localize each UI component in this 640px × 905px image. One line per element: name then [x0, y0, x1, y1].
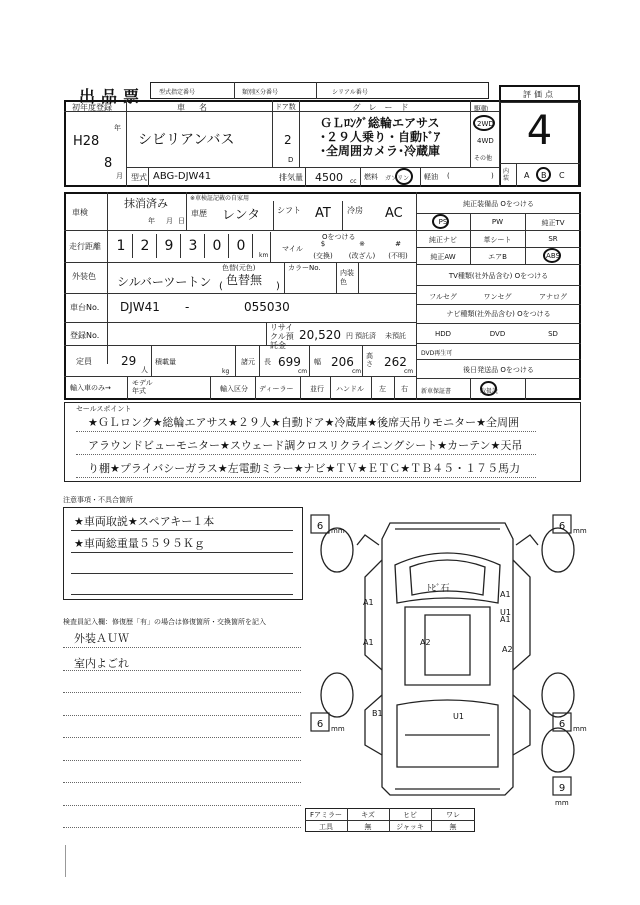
- import-dealer: ディーラー: [259, 385, 294, 393]
- inspector-ruled-line: [63, 670, 301, 671]
- usage-value: レンタ: [222, 208, 261, 223]
- fuel-paren-open: (: [447, 172, 450, 180]
- month-unit: 月: [116, 172, 123, 180]
- mileage-digit: 0: [206, 234, 229, 258]
- header-field-class-no: 類別区分番号: [242, 89, 279, 96]
- tire-unit-fr: mm: [573, 527, 587, 535]
- fuel-diesel: 軽油: [424, 173, 438, 181]
- notes-label: 注意事項・不具合箇所: [63, 496, 133, 504]
- header-field-type-no: 型式指定番号: [159, 89, 196, 96]
- mileage-unit: km: [259, 252, 269, 259]
- navi-hdd: HDD: [434, 330, 452, 338]
- grade-point-value: 4: [526, 108, 553, 154]
- inspector-ruled-line: [63, 737, 301, 738]
- tire-unit-fl: mm: [331, 527, 345, 535]
- drive-opt-other: その他: [474, 155, 493, 162]
- first-reg-label: 初年度登録: [72, 103, 112, 112]
- mileage-digit: 9: [158, 234, 181, 258]
- mileage-opt-tamper: ※: [359, 240, 365, 248]
- doors-value: 2: [284, 133, 292, 147]
- ac-value: AC: [385, 206, 403, 221]
- inspector-ruled-line: [63, 647, 301, 648]
- drive-opt-4wd: 4WD: [477, 137, 494, 145]
- tire-depth-rr: 6: [558, 719, 566, 730]
- interior-opt-b: B: [541, 171, 547, 180]
- legend-h2: キズ: [361, 811, 375, 819]
- tire-depth-rl: 6: [316, 719, 324, 730]
- equipment-title: 純正装備品 Oをつける: [463, 200, 534, 208]
- navi-title: ナビ種類(社外品含む) Oをつける: [446, 310, 551, 318]
- import-type-label: 輸入区分: [220, 385, 248, 393]
- equip-tv: 純正TV: [541, 219, 565, 227]
- fuel-paren-close: ): [491, 172, 494, 180]
- reg-label: 登録No.: [70, 331, 100, 340]
- recycle-unit: 円: [346, 332, 353, 340]
- header-field-serial-no: シリアル番号: [332, 89, 368, 96]
- tire-unit-rr: mm: [573, 725, 587, 733]
- mark-a2-center: A2: [420, 638, 431, 647]
- inspector-ruled-line: [63, 692, 301, 693]
- doors-label: ドア数: [275, 103, 296, 111]
- tv-analog: アナログ: [539, 293, 567, 301]
- chassis-dash: -: [185, 300, 190, 314]
- load-label: 積載量: [155, 358, 176, 366]
- equip-pw: PW: [491, 218, 504, 226]
- fuel-gas-circle: [395, 168, 413, 185]
- later-warranty: 新車保証書: [421, 388, 452, 395]
- equip-abs: ABS: [546, 252, 560, 260]
- header-fields: [150, 82, 489, 99]
- navi-sd: SD: [548, 330, 558, 338]
- vehicle-diagram: [305, 505, 590, 805]
- color-label: 外装色: [72, 272, 96, 281]
- interior-b-circle: [536, 167, 551, 182]
- insp-year: 年: [148, 217, 155, 225]
- interior-color-label: 内装色: [340, 269, 354, 286]
- length-label: 長: [264, 358, 271, 366]
- first-reg-era: H28: [73, 134, 100, 149]
- chassis-number: 055030: [244, 300, 290, 314]
- model-label: 型式: [131, 173, 147, 182]
- sales-line-2: アラウンドビューモニター★スウェード調クロスリクライニングシート★カーテン★天吊: [88, 439, 523, 452]
- recycle-label: リサイクル預託金: [270, 323, 294, 350]
- legend-v2: 無: [364, 823, 372, 831]
- equip-airbag: エアB: [488, 253, 507, 261]
- fuel-label: 燃料: [364, 173, 378, 181]
- legend-v4: 無: [449, 823, 457, 831]
- mark-u1-rear: U1: [453, 712, 464, 721]
- mark-a1-right-mid: A1: [500, 615, 511, 624]
- repaint-value: 色替無: [226, 273, 263, 287]
- door-suffix: D: [288, 156, 294, 164]
- equip-ps-circle: [432, 214, 449, 229]
- grade-line-1: ＧＬﾛﾝｸﾞ総輪エアサス: [320, 116, 440, 130]
- tire-unit-rl: mm: [331, 725, 345, 733]
- page-title: 出品票: [79, 87, 146, 106]
- legend-h4: ワレ: [446, 811, 460, 819]
- height-label: 高さ: [366, 352, 373, 368]
- import-parallel: 並行: [310, 385, 324, 393]
- mileage-circle-note: Oをつける: [322, 233, 356, 241]
- mark-glass: ﾄﾋﾞ石: [427, 584, 450, 594]
- grade-label: グレード: [352, 103, 417, 112]
- import-label: 輸入車のみ→: [70, 384, 111, 392]
- grade-line-2: ･２９人乗り・自動ﾄﾞｱ: [320, 130, 441, 144]
- drive-opt-2wd: 2WD: [477, 120, 494, 128]
- mark-a1-right-front: A1: [500, 590, 511, 599]
- insp-day: 日: [178, 217, 185, 225]
- color-no-label: カラーNo.: [288, 264, 321, 272]
- interior-opt-a: A: [524, 171, 530, 180]
- width-unit: cm: [352, 368, 362, 375]
- load-unit: kg: [222, 368, 230, 375]
- year-unit: 年: [114, 124, 121, 132]
- inspector-ruled-line: [63, 827, 301, 828]
- drive-label: 駆動: [474, 105, 488, 113]
- inspector-label: 検査員記入欄：修復歴「有」の場合は修復箇所・交換箇所を記入: [63, 618, 266, 626]
- height-unit: cm: [404, 368, 414, 375]
- length-value: 699: [278, 355, 301, 369]
- handle-right: 右: [401, 385, 408, 393]
- sales-line-1: ★ＧＬロング★総輪エアサス★２９人★自動ドア★冷蔵庫★後席天吊りモニター★全周囲: [88, 416, 520, 429]
- legend-h1: Fアミラー: [309, 811, 343, 819]
- chassis-value: DJW41: [120, 300, 160, 314]
- shift-value: AT: [315, 206, 331, 221]
- handle-left: 左: [379, 385, 386, 393]
- tire-depth-fr: 6: [558, 521, 566, 532]
- model-value: ABG-DJW41: [153, 171, 212, 182]
- legend-h3: ヒビ: [403, 811, 417, 819]
- chassis-label: 車台No.: [70, 303, 100, 312]
- mark-a1-left-mid: A1: [363, 638, 374, 647]
- mileage-digit: 2: [134, 234, 157, 258]
- equip-sr: SR: [548, 235, 558, 243]
- tv-fullseg: フルセグ: [429, 293, 457, 301]
- mileage-label: 走行距離: [69, 242, 101, 251]
- mileage-digit: 1: [110, 234, 133, 258]
- repaint-paren-close: ): [276, 281, 280, 292]
- color-value: シルバーツートン: [117, 275, 212, 289]
- mile-label: マイル: [282, 245, 303, 253]
- tv-oneseg: ワンセグ: [483, 293, 512, 301]
- usage-label: 車歴: [191, 209, 207, 218]
- notes-line-2: ★車両総重量５５９５Ｋｇ: [74, 537, 205, 550]
- repaint-label: 色替(元色): [222, 264, 256, 272]
- mileage-opt-unknown: #: [395, 240, 401, 248]
- equip-aw: 純正AW: [430, 253, 456, 261]
- width-label: 幅: [314, 358, 321, 366]
- first-reg-month: 8: [104, 156, 113, 171]
- equip-navi: 純正ナビ: [429, 236, 457, 244]
- mileage-note-tamper: (改ざん): [348, 252, 376, 260]
- sales-label: セールスポイント: [76, 405, 132, 413]
- equip-leather: 革シート: [483, 236, 512, 244]
- dims-label: 諸元: [241, 358, 255, 366]
- displacement-label: 排気量: [279, 173, 303, 182]
- capacity-value: 29: [121, 354, 137, 368]
- tire-depth-fl: 6: [316, 521, 324, 532]
- mileage-note-exchange: (交換): [313, 252, 333, 260]
- recycle-value: 20,520: [299, 328, 341, 342]
- model-year-label: モデル年式: [132, 379, 153, 395]
- navi-dvd: DVD: [489, 330, 506, 338]
- length-unit: cm: [298, 368, 308, 375]
- legend-v3: ジャッキ: [396, 823, 424, 831]
- shift-label: シフト: [277, 206, 301, 215]
- equip-abs-circle: [543, 248, 561, 263]
- repaint-paren-open: (: [219, 281, 223, 292]
- usage-note: ※車検証記載の自家用: [190, 195, 250, 202]
- width-value: 206: [331, 355, 354, 369]
- sales-line-3: り棚★プライバシーガラス★左電動ミラー★ナビ★ＴＶ★ＥＴＣ★ＴＢ４５・１７５馬力: [88, 462, 521, 475]
- capacity-unit: 人: [141, 366, 148, 374]
- notes-line-1: ★車両取説★スペアキー１本: [74, 515, 215, 528]
- inspection-value: 抹消済み: [124, 197, 168, 210]
- cc-unit: cc: [350, 178, 357, 185]
- drive-2wd-circle: [473, 115, 495, 131]
- mileage-opt-exchange: $: [320, 240, 326, 248]
- later-title: 後日発送品 Oをつける: [463, 366, 534, 374]
- handle-label: ハンドル: [336, 385, 364, 393]
- interior-opt-c: C: [559, 171, 565, 180]
- mileage-note-unknown: (不明): [388, 252, 408, 260]
- mileage-digit: 0: [230, 234, 253, 258]
- inspector-line-1: 外装ＡＵＷ: [74, 632, 129, 645]
- inspector-ruled-line: [63, 760, 301, 761]
- later-manual-circle: [480, 381, 497, 396]
- capacity-label: 定員: [76, 357, 92, 366]
- car-name-label: 車名: [177, 103, 221, 112]
- mark-a2-right: A2: [502, 645, 513, 654]
- insp-month: 月: [166, 217, 173, 225]
- tire-unit-spare: mm: [555, 799, 569, 805]
- inspector-ruled-line: [63, 782, 301, 783]
- grade-line-3: ･全周囲カメラ･冷蔵庫: [320, 144, 441, 158]
- equip-ps: PS: [438, 218, 448, 226]
- later-manual: 取扱説: [480, 388, 499, 395]
- mileage-digit: 3: [182, 234, 205, 258]
- recycle-unpaid: 未預託: [385, 332, 406, 340]
- legend-v1: 工具: [319, 823, 333, 831]
- fuel-gas: ガソリン: [385, 175, 410, 182]
- ac-label: 冷房: [347, 206, 363, 215]
- inspector-ruled-line: [63, 715, 301, 716]
- recycle-paid: 預託済: [355, 332, 376, 340]
- mark-u1-right: U1: [500, 608, 511, 617]
- inspector-ruled-line: [63, 805, 301, 806]
- tire-depth-spare: 9: [558, 783, 566, 794]
- car-name-value: シビリアンバス: [138, 132, 235, 148]
- grade-point-label: 評価点: [523, 90, 556, 99]
- height-value: 262: [384, 355, 407, 369]
- tv-title: TV種類(社外品含む) Oをつける: [448, 272, 549, 280]
- navi-dvd-playback: DVD再生可: [421, 350, 453, 357]
- mark-a1-left-front: A1: [363, 598, 374, 607]
- inspector-line-2: 室内よごれ: [74, 657, 129, 670]
- mark-b1-rear-left: B1: [372, 709, 383, 718]
- displacement-value: 4500: [315, 171, 343, 184]
- interior-label: 内装: [503, 168, 510, 182]
- inspection-label: 車検: [72, 208, 88, 217]
